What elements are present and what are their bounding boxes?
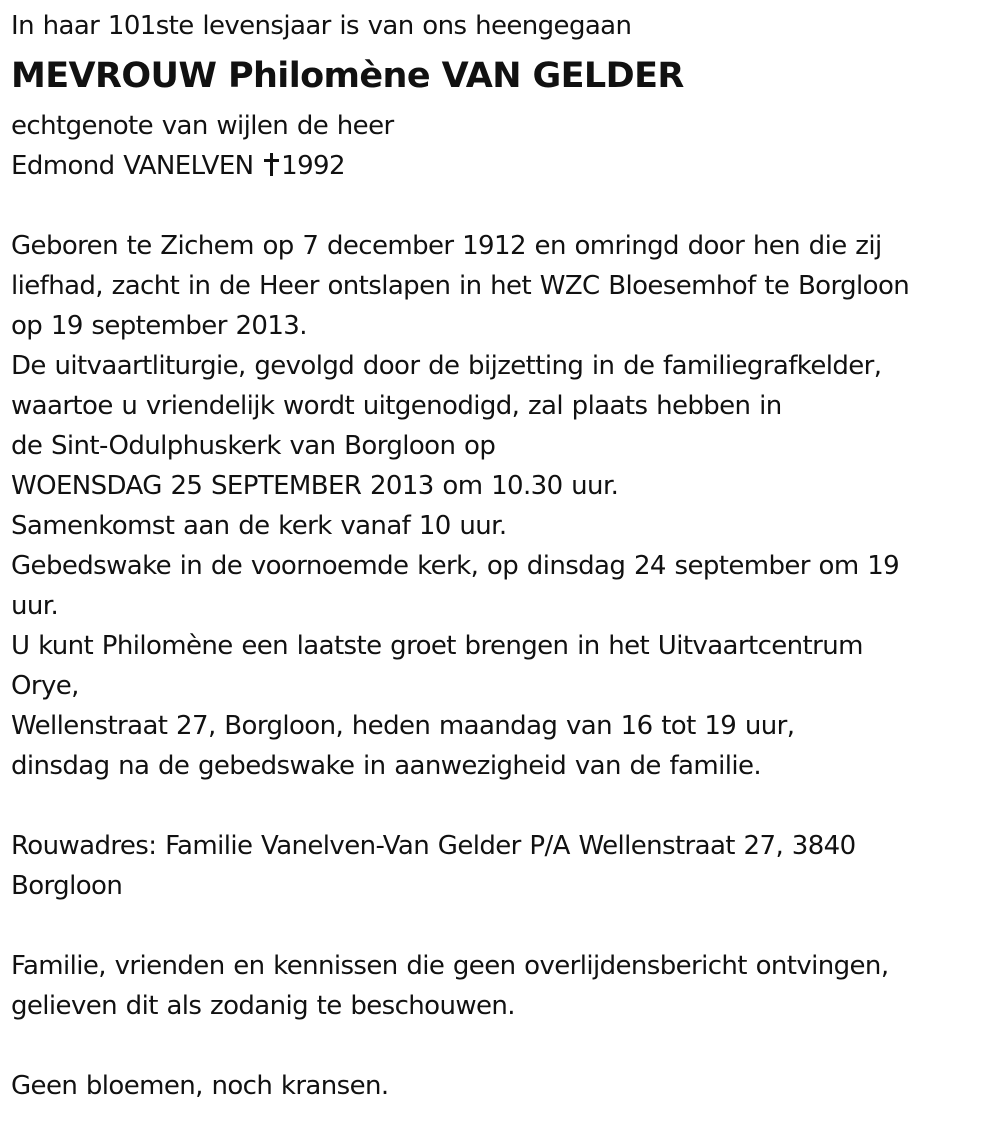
deceased-name: MEVROUW Philomène VAN GELDER — [11, 56, 684, 96]
cross-icon — [264, 151, 279, 177]
mourning-address-section — [11, 826, 1000, 906]
spacer — [11, 1026, 1000, 1066]
closing-line: Geen bloemen, noch kransen. — [11, 1071, 389, 1101]
announcement-line: WOENSDAG 25 SEPTEMBER 2013 om 10.30 uur. — [11, 471, 619, 501]
announcement-line: Orye, — [11, 671, 79, 701]
notice-line: Familie, vrienden en kennissen die geen overlijdensbericht ontvingen, — [11, 951, 889, 981]
announcement-line: Wellenstraat 27, Borgloon, heden maandag van 16 tot 19 uur, — [11, 711, 795, 741]
announcement-section — [11, 226, 1000, 786]
spouse-death-year: 1992 — [281, 151, 345, 181]
announcement-line: op 19 september 2013. — [11, 311, 307, 341]
announcement-line: waartoe u vriendelijk wordt uitgenodigd, zal plaats hebben in — [11, 391, 782, 421]
announcement-line: de Sint-Odulphuskerk van Borgloon op — [11, 431, 496, 461]
address-line: Borgloon — [11, 871, 123, 901]
intro-line: In haar 101ste levensjaar is van ons heengegaan — [11, 11, 632, 41]
announcement-line: Samenkomst aan de kerk vanaf 10 uur. — [11, 511, 507, 541]
notice-section — [11, 946, 1000, 1026]
spacer — [11, 906, 1000, 946]
spacer — [11, 786, 1000, 826]
announcement-line: U kunt Philomène een laatste groet brengen in het Uitvaartcentrum — [11, 631, 863, 661]
spouse-name-line — [11, 146, 1000, 186]
spacer — [11, 186, 1000, 226]
spouse-name: Edmond VANELVEN — [11, 151, 254, 181]
announcement-line: Gebedswake in de voornoemde kerk, op dinsdag 24 september om 19 — [11, 551, 900, 581]
announcement-line: De uitvaartliturgie, gevolgd door de bijzetting in de familiegrafkelder, — [11, 351, 882, 381]
address-line: Rouwadres: Familie Vanelven-Van Gelder P/A Wellenstraat 27, 3840 — [11, 831, 856, 861]
announcement-line: liefhad, zacht in de Heer ontslapen in het WZC Bloesemhof te Borgloon — [11, 271, 910, 301]
notice-line: gelieven dit als zodanig te beschouwen. — [11, 991, 515, 1021]
announcement-line: Geboren te Zichem op 7 december 1912 en omringd door hen die zij — [11, 231, 882, 261]
spouse-line: echtgenote van wijlen de heer — [11, 111, 394, 141]
announcement-line: uur. — [11, 591, 59, 621]
announcement-line: dinsdag na de gebedswake in aanwezigheid van de familie. — [11, 751, 762, 781]
